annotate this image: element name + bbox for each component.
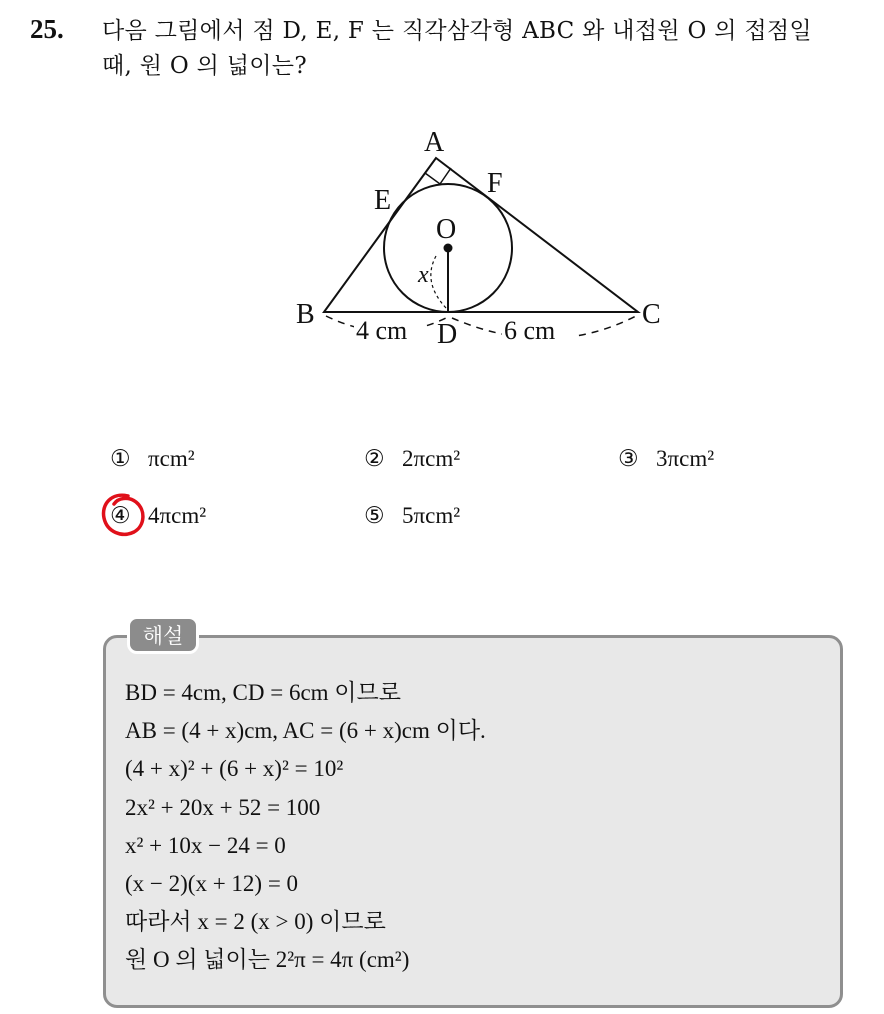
question-line-2: 때, 원 O 의 넓이는?: [102, 53, 307, 79]
choice-4-text: 4πcm²: [148, 503, 207, 528]
solution-line-5: x² + 10x − 24 = 0: [125, 832, 286, 858]
label-x: x: [418, 262, 429, 288]
choice-1-text: πcm²: [148, 446, 195, 471]
solution-tag: 해설: [127, 616, 199, 654]
label-bd-length: 4 cm: [356, 316, 408, 345]
label-c: C: [642, 299, 661, 330]
choice-2-number: ②: [364, 446, 385, 471]
solution-line-1: BD = 4cm, CD = 6cm 이므로: [125, 680, 401, 705]
label-b: B: [296, 299, 315, 330]
label-o: O: [436, 214, 457, 245]
answer-mark-circle: [98, 490, 150, 542]
choice-3-number: ③: [618, 446, 639, 471]
solution-line-2: AB = (4 + x)cm, AC = (6 + x)cm 이다.: [125, 718, 486, 744]
label-d: D: [437, 319, 458, 350]
label-dc-length: 6 cm: [504, 316, 556, 345]
solution-lines: [125, 674, 825, 980]
solution-line-7: 따라서 x = 2 (x > 0) 이므로: [125, 909, 386, 935]
question-number: 25.: [30, 14, 64, 44]
solution-line-3: (4 + x)² + (6 + x)² = 10²: [125, 756, 344, 782]
choice-5-text: 5πcm²: [402, 503, 461, 528]
solution-line-6: (x − 2)(x + 12) = 0: [125, 871, 299, 897]
right-angle-marker: [425, 168, 451, 184]
solution-line-4: 2x² + 20x + 52 = 100: [125, 794, 321, 820]
choice-5[interactable]: [364, 503, 460, 529]
triangle-abc: [324, 158, 638, 312]
label-f: F: [487, 168, 503, 199]
radius-x-arc: [431, 256, 446, 308]
label-e: E: [374, 185, 392, 216]
triangle-figure: [0, 0, 884, 420]
choice-4-number: ④: [110, 503, 131, 528]
choice-3-text: 3πcm²: [656, 446, 715, 471]
choice-3[interactable]: [618, 446, 714, 472]
choice-1-number: ①: [110, 446, 131, 471]
question-line-1: 다음 그림에서 점 D, E, F 는 직각삼각형 ABC 와 내접원 O 의 접점일: [102, 18, 812, 44]
choice-2[interactable]: [364, 446, 460, 472]
choice-5-number: ⑤: [364, 503, 385, 528]
solution-line-8: 원 O 의 넓이는 2²π = 4π (cm²): [125, 947, 410, 973]
choice-1[interactable]: [110, 446, 195, 472]
choice-2-text: 2πcm²: [402, 446, 461, 471]
label-a: A: [424, 127, 445, 158]
